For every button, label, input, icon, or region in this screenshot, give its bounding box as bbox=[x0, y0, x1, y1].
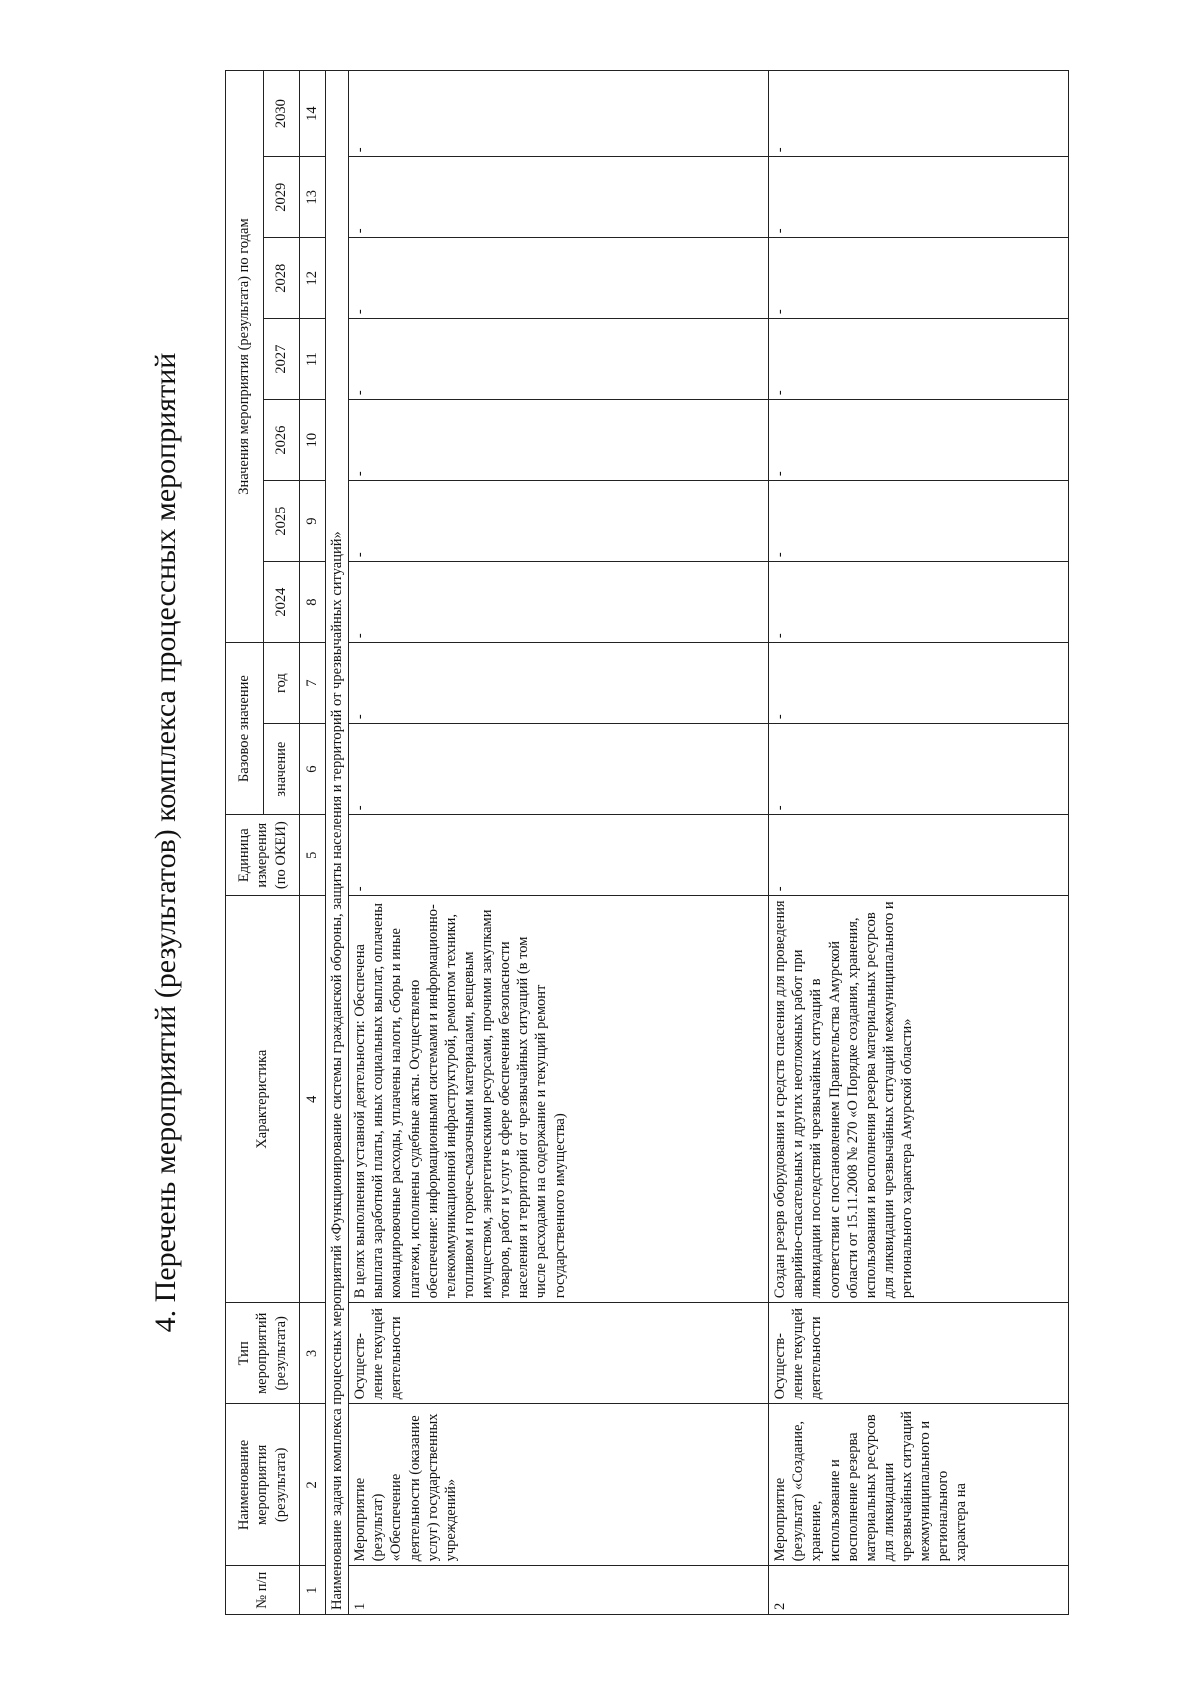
measure-type: Осуществ-ление текущей деятельности bbox=[349, 1303, 769, 1404]
column-number: 14 bbox=[300, 71, 326, 157]
column-number: 12 bbox=[300, 238, 326, 319]
value-2030: - bbox=[769, 71, 1069, 157]
header-name: Наименование мероприятия (результата) bbox=[226, 1404, 300, 1566]
value-2030: - bbox=[349, 71, 769, 157]
header-values-by-year: Значения мероприятия (результата) по годам bbox=[226, 71, 264, 643]
rotated-page bbox=[135, 70, 1055, 1615]
page-title: 4. Перечень мероприятий (результатов) комплекса процессных мероприятий bbox=[149, 352, 182, 1333]
header-characteristic: Характеристика bbox=[226, 896, 300, 1303]
column-number: 5 bbox=[300, 815, 326, 896]
header-year-2029: 2029 bbox=[264, 157, 300, 238]
value-2024: - bbox=[349, 562, 769, 643]
measure-characteristic: Создан резерв оборудования и средств спасения для проведения аварийно-спасательных и других неотложных работ при ликвидации последствий чрезвычайных ситуаций в соответствии с постановлением Правительства Амурской области от 15.11.2008 № 270 «О Порядке создания, хранения, использования и восполнения резерва материальных ресурсов для ликвидации чрезвычайных ситуаций межмуниципального и регионального характера Амурской области» bbox=[769, 896, 1069, 1303]
section-row bbox=[326, 71, 349, 1615]
header-year-2026: 2026 bbox=[264, 400, 300, 481]
base-value-cell: - bbox=[769, 724, 1069, 815]
column-number: 9 bbox=[300, 481, 326, 562]
row-number: 2 bbox=[769, 1566, 1069, 1615]
value-2029: - bbox=[769, 157, 1069, 238]
column-number: 4 bbox=[300, 896, 326, 1303]
header-year-2028: 2028 bbox=[264, 238, 300, 319]
measure-name: Мероприятие (результат) «Обеспечение деятельности (оказание услуг) государственных учреждений» bbox=[349, 1404, 769, 1566]
column-number: 13 bbox=[300, 157, 326, 238]
header-base-year: год bbox=[264, 643, 300, 724]
header-base-value: значение bbox=[264, 724, 300, 815]
value-2029: - bbox=[349, 157, 769, 238]
header-year-2024: 2024 bbox=[264, 562, 300, 643]
column-number: 1 bbox=[300, 1566, 326, 1615]
header-type: Тип мероприятий (результата) bbox=[226, 1303, 300, 1404]
measure-characteristic: В целях выполнения уставной деятельности: Обеспечена выплата заработной платы, иных социальных выплат, оплачены командировочные расходы, уплачены налоги, сборы и иные платежи, исполнены судебные акты. Осуществлено обеспечение: информационными системами и информационно-телекоммуникационной инфраструктурой, ремонтом техники, топливом и горюче-смазочными материалами, вещевым имуществом, энергетическими ресурсами, прочими закупками товаров, работ и услуг в сфере обеспечения безопасности населения и территорий от чрезвычайных ситуаций (в том числе расходами на содержание и текущий ремонт государственного имущества) bbox=[349, 896, 769, 1303]
header-year-2025: 2025 bbox=[264, 481, 300, 562]
base-year-cell: - bbox=[349, 643, 769, 724]
header-num: № п/п bbox=[226, 1566, 300, 1615]
value-2025: - bbox=[769, 481, 1069, 562]
value-2028: - bbox=[349, 238, 769, 319]
value-2024: - bbox=[769, 562, 1069, 643]
base-value-cell: - bbox=[349, 724, 769, 815]
header-base: Базовое значение bbox=[226, 643, 264, 815]
table-row bbox=[769, 71, 1069, 1615]
value-2026: - bbox=[349, 400, 769, 481]
unit-cell: - bbox=[349, 815, 769, 896]
column-number: 3 bbox=[300, 1303, 326, 1404]
column-numbers-row bbox=[300, 71, 326, 1615]
value-2027: - bbox=[769, 319, 1069, 400]
column-number: 2 bbox=[300, 1404, 326, 1566]
column-number: 6 bbox=[300, 724, 326, 815]
header-year-2027: 2027 bbox=[264, 319, 300, 400]
column-number: 8 bbox=[300, 562, 326, 643]
column-number: 10 bbox=[300, 400, 326, 481]
unit-cell: - bbox=[769, 815, 1069, 896]
value-2025: - bbox=[349, 481, 769, 562]
header-unit: Единица измерения (по ОКЕИ) bbox=[226, 815, 300, 896]
measure-type: Осуществ-ление текущей деятельности bbox=[769, 1303, 1069, 1404]
header-year-2030: 2030 bbox=[264, 71, 300, 157]
measure-name: Мероприятие (результат) «Создание, хранение, использование и восполнение резерва материальных ресурсов для ликвидации чрезвычайных ситуаций межмуниципального и регионального характера на bbox=[769, 1404, 1069, 1566]
measures-table bbox=[225, 70, 1069, 1615]
value-2028: - bbox=[769, 238, 1069, 319]
table-row bbox=[349, 71, 769, 1615]
base-year-cell: - bbox=[769, 643, 1069, 724]
value-2027: - bbox=[349, 319, 769, 400]
column-number: 7 bbox=[300, 643, 326, 724]
column-number: 11 bbox=[300, 319, 326, 400]
value-2026: - bbox=[769, 400, 1069, 481]
row-number: 1 bbox=[349, 1566, 769, 1615]
section-title: Наименование задачи комплекса процессных мероприятий «Функционирование системы гражданской обороны, защиты населения и территорий от чрезвычайных ситуаций» bbox=[326, 71, 349, 1615]
